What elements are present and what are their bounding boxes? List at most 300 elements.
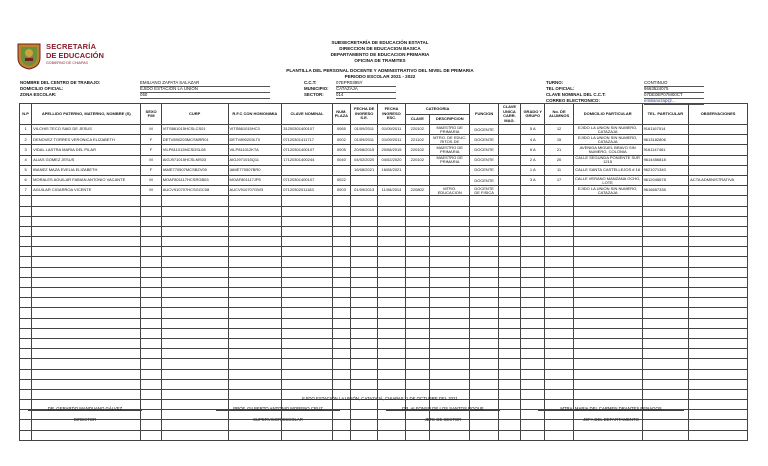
table-cell-se (351, 288, 378, 298)
table-cell-gg (521, 186, 545, 196)
table-cell-cm (498, 379, 520, 389)
col-fecha-esc: FECHA INGRESO ESC. (378, 104, 405, 125)
table-cell-sex (141, 196, 161, 206)
table-cell-cd (429, 328, 470, 338)
table-cell-name (32, 318, 141, 328)
col-categoria-clave: CLAVE (405, 115, 429, 125)
col-num: N.P (20, 104, 32, 125)
table-cell-fn: DOCENTE (470, 145, 498, 155)
table-cell-clave (282, 165, 333, 175)
table-cell-sex: M (141, 125, 161, 135)
table-cell-esc (378, 196, 405, 206)
table-cell-n (20, 298, 32, 308)
table-cell-obs (689, 196, 748, 206)
table-cell-clave (282, 318, 333, 328)
table-cell-se (351, 216, 378, 226)
table-cell-dom (573, 389, 642, 399)
table-cell-cm (498, 277, 520, 287)
table-cell-esc (378, 359, 405, 369)
table-cell-n: 4 (20, 155, 32, 165)
table-cell-curp (161, 277, 228, 287)
table-cell-plaza: 0003 (332, 186, 350, 196)
table-cell-rfc (228, 338, 282, 348)
table-cell-tel (642, 369, 689, 379)
table-cell-se: 20/08/2015 (351, 145, 378, 155)
signature-director-role: DIRECTOR (73, 417, 97, 422)
table-cell-n (20, 237, 32, 247)
table-cell-gg (521, 349, 545, 359)
table-cell-cd (429, 277, 470, 287)
table-cell-dom (573, 277, 642, 287)
table-cell-fn (470, 379, 498, 389)
table-cell-plaza (332, 257, 350, 267)
table-cell-n: 1 (20, 125, 32, 135)
table-cell-al: 11 (545, 165, 573, 175)
table-cell-name (32, 226, 141, 236)
table-cell-name: VIDAL LASTRA MARIA DEL PILAR (32, 145, 141, 155)
table-cell-obs (689, 247, 748, 257)
table-cell-plaza: 0005 (332, 145, 350, 155)
table-cell-cm (498, 206, 520, 216)
col-sex: SEXO F/M (141, 104, 161, 125)
table-cell-curp: DETV890203MCSNRR01 (161, 135, 228, 145)
table-cell-sex (141, 349, 161, 359)
logo-line-2: DE EDUCACIÓN (46, 51, 104, 60)
col-categoria: CATEGORIA (405, 104, 470, 115)
table-cell-gg (521, 338, 545, 348)
table-cell-plaza: 0002 (332, 135, 350, 145)
table-cell-cd (429, 226, 470, 236)
table-cell-n (20, 288, 32, 298)
table-cell-cc (405, 349, 429, 359)
table-cell-tel (642, 389, 689, 399)
table-row (20, 308, 748, 318)
table-cell-fn (470, 318, 498, 328)
table-cell-cd (429, 318, 470, 328)
table-cell-clave: 17120301400244 (282, 155, 333, 165)
table-cell-curp (161, 206, 228, 216)
table-cell-fn (470, 206, 498, 216)
table-cell-cd (429, 359, 470, 369)
table-cell-tel (642, 216, 689, 226)
table-cell-sex (141, 410, 161, 420)
table-cell-al: 21 (545, 145, 573, 155)
table-cell-al (545, 216, 573, 226)
table-cell-rfc (228, 328, 282, 338)
table-cell-al (545, 226, 573, 236)
table-cell-n (20, 430, 32, 440)
table-cell-cc (405, 298, 429, 308)
table-cell-obs (689, 145, 748, 155)
table-cell-name (32, 196, 141, 206)
table-cell-name (32, 328, 141, 338)
table-cell-esc (378, 338, 405, 348)
table-cell-tel (642, 288, 689, 298)
table-cell-tel (642, 247, 689, 257)
col-carrera-mag: CLAVE UNICA CARR. MAG. (498, 104, 520, 125)
table-cell-curp: IAME770507MCSBZV00 (161, 165, 228, 175)
table-cell-al (545, 186, 573, 196)
table-cell-se: 01/09/2013 (351, 186, 378, 196)
table-cell-dom: CALLE VERANO MANZANA OCHO, LOTE (574, 175, 641, 185)
table-cell-tel: 9614456818 (642, 155, 689, 165)
zone-value: 050 (140, 92, 270, 99)
table-cell-se (351, 226, 378, 236)
table-cell-cd (429, 308, 470, 318)
table-cell-tel (642, 338, 689, 348)
table-cell-dom (573, 298, 642, 308)
table-cell-cc (405, 257, 429, 267)
table-cell-sex (141, 430, 161, 440)
table-cell-dom (573, 349, 642, 359)
table-cell-al (545, 288, 573, 298)
table-cell-gg: 5 A (521, 125, 545, 135)
table-cell-rfc (228, 257, 282, 267)
logo-line-3: GOBIERNO DE CHIAPAS (46, 61, 88, 65)
table-cell-obs (689, 165, 748, 175)
col-fecha-se: FECHA DE INGRESO S.E. (351, 104, 378, 125)
table-cell-esc (378, 379, 405, 389)
table-cell-se (351, 247, 378, 257)
table-cell-al (545, 328, 573, 338)
table-cell-curp (161, 216, 228, 226)
table-cell-fn (470, 328, 498, 338)
table-cell-al (545, 247, 573, 257)
table-cell-tel (642, 298, 689, 308)
table-cell-cm (498, 369, 520, 379)
table-cell-cm (498, 400, 520, 410)
table-cell-name (32, 369, 141, 379)
table-cell-name (32, 206, 141, 216)
table-cell-gg (521, 196, 545, 206)
table-cell-cd (429, 379, 470, 389)
table-cell-name (32, 277, 141, 287)
table-cell-dom (573, 237, 642, 247)
table-cell-gg (521, 298, 545, 308)
table-cell-cd (429, 288, 470, 298)
zone-label: ZONA ESCOLAR: (20, 92, 57, 97)
table-cell-fn: DOCENTE (470, 135, 498, 145)
table-cell-name (32, 257, 141, 267)
table-cell-se (351, 175, 378, 185)
table-cell-dom (573, 267, 642, 277)
col-alumnos: No. DE ALUMNOS (545, 104, 573, 125)
table-cell-esc (378, 257, 405, 267)
table-cell-fn (470, 298, 498, 308)
table-row (20, 338, 748, 348)
table-cell-se: 04/02/2020 (351, 155, 378, 165)
table-cell-rfc (228, 359, 282, 369)
table-cell-al: 20 (545, 155, 573, 165)
table-cell-tel (642, 226, 689, 236)
table-cell-cm (498, 196, 520, 206)
table-cell-clave (282, 277, 333, 287)
table-cell-plaza (332, 267, 350, 277)
table-cell-cc: 220102 (405, 125, 429, 135)
table-cell-se (351, 400, 378, 410)
table-cell-dom: EJIDO LA UNION SIN NUMERO, CATAZAJA (573, 186, 642, 196)
table-cell-cd: MTRO. DE EDUC. RITOS DE (429, 135, 470, 145)
table-cell-clave (282, 237, 333, 247)
table-cell-cm (498, 430, 520, 440)
table-cell-tel (642, 267, 689, 277)
table-cell-n: 7 (20, 186, 32, 196)
table-cell-fn: DOCENTE (470, 125, 498, 135)
table-cell-gg (521, 206, 545, 216)
table-cell-gg: 2 A (521, 155, 545, 165)
table-cell-name: IBANEZ MAZA EVELIA ELIZABETH (32, 165, 141, 175)
table-cell-tel (642, 257, 689, 267)
table-row (20, 267, 748, 277)
table-cell-plaza (332, 430, 350, 440)
table-cell-cc (405, 267, 429, 277)
table-cell-cc (405, 277, 429, 287)
table-cell-curp (161, 237, 228, 247)
signature-jefe-sector-name: DR. ALFONSO DE LOS SANTOS ROQUE (402, 406, 484, 411)
table-cell-esc (378, 267, 405, 277)
table-cell-esc: 01/09/2011 (378, 135, 405, 145)
table-cell-cm (498, 420, 520, 430)
table-cell-obs (689, 359, 748, 369)
table-cell-fn (470, 247, 498, 257)
table-cell-se: 01/09/2011 (351, 135, 378, 145)
table-cell-sex (141, 369, 161, 379)
table-cell-se (351, 206, 378, 216)
document-title: PLANTILLA DEL PERSONAL DOCENTE Y ADMINISTRATIVO DEL NIVEL DE PRIMARIA (286, 68, 474, 73)
table-cell-cm (498, 135, 520, 145)
table-cell-sex (141, 288, 161, 298)
table-cell-tel (642, 328, 689, 338)
table-cell-plaza (332, 237, 350, 247)
table-cell-al (545, 430, 573, 440)
table-row (20, 288, 748, 298)
table-cell-gg: 1 A (521, 165, 545, 175)
table-cell-se (351, 420, 378, 430)
table-cell-plaza (332, 318, 350, 328)
table-cell-obs (689, 206, 748, 216)
table-cell-al (545, 318, 573, 328)
table-cell-dom (573, 206, 642, 216)
table-cell-esc (378, 206, 405, 216)
table-cell-cd (429, 196, 470, 206)
table-cell-cc (405, 226, 429, 236)
table-cell-obs (689, 410, 748, 420)
table-cell-se (351, 237, 378, 247)
col-categoria-descripcion: DESCRIPCION (429, 115, 470, 125)
table-cell-cm (498, 328, 520, 338)
table-cell-tel (642, 277, 689, 287)
table-cell-fn (470, 237, 498, 247)
table-cell-name (32, 216, 141, 226)
table-cell-clave (282, 298, 333, 308)
table-cell-n (20, 196, 32, 206)
table-cell-se (351, 338, 378, 348)
table-cell-fn (470, 196, 498, 206)
table-cell-sex (141, 277, 161, 287)
table-cell-al: 15 (545, 135, 573, 145)
table-cell-n: 6 (20, 175, 32, 185)
table-cell-dom (573, 288, 642, 298)
table-cell-esc: 20/08/2015 (378, 145, 405, 155)
table-cell-fn (470, 349, 498, 359)
table-cell-gg (521, 379, 545, 389)
table-cell-cc (405, 308, 429, 318)
table-cell-rfc: AIGJ971015Q11 (228, 155, 282, 165)
table-row (20, 175, 748, 185)
table-cell-rfc (228, 206, 282, 216)
table-cell-n (20, 267, 32, 277)
table-cell-sex: F (141, 165, 161, 175)
table-cell-gg (521, 328, 545, 338)
table-cell-rfc (228, 308, 282, 318)
table-cell-sex (141, 379, 161, 389)
table-cell-plaza: 0022 (332, 175, 350, 185)
table-cell-esc: 01/09/2011 (378, 125, 405, 135)
signature-jefa-departamento-role: JEFA DEL DEPARTAMENTO (583, 417, 639, 422)
table-cell-clave (282, 267, 333, 277)
table-cell-name (32, 338, 141, 348)
table-cell-n (20, 308, 32, 318)
table-cell-se (351, 379, 378, 389)
table-cell-tel: 9621071340 (642, 165, 689, 175)
table-cell-clave (282, 288, 333, 298)
municipio-label: MUNICIPIO: (304, 86, 329, 91)
table-cell-gg (521, 237, 545, 247)
table-cell-dom (573, 308, 642, 318)
header-line-4: OFICINA DE TRAMITES (354, 58, 406, 63)
logo-line-1: SECRETARÍA (46, 42, 97, 51)
table-cell-sex (141, 247, 161, 257)
table-cell-curp: AIGJ971015HCSLMS03 (161, 155, 228, 165)
table-cell-cm (498, 349, 520, 359)
table-cell-gg: 3 A (521, 175, 545, 185)
table-cell-name (32, 430, 141, 440)
table-cell-sex (141, 328, 161, 338)
table-cell-rfc (228, 237, 282, 247)
secretaria-logo (16, 40, 126, 70)
table-cell-cd (429, 247, 470, 257)
header-line-3: DEPARTAMENTO DE EDUCACION PRIMARIA (330, 52, 430, 57)
table-cell-gg (521, 359, 545, 369)
place-date: EJIDO ESTACIÓN LA UNIÓN, CATAZAJÁ, CHIAPAS; 1 DE OCTUBRE DEL 2021 (302, 396, 458, 401)
table-cell-al (545, 338, 573, 348)
table-cell-obs (689, 237, 748, 247)
col-domicilio: DOMICILIO PARTICULAR (573, 104, 642, 125)
table-cell-se (351, 267, 378, 277)
table-cell-esc (378, 226, 405, 236)
table-row (20, 379, 748, 389)
table-cell-fn (470, 288, 498, 298)
table-cell-tel (642, 430, 689, 440)
table-cell-se (351, 328, 378, 338)
table-cell-al (545, 359, 573, 369)
table-cell-clave (282, 247, 333, 257)
table-cell-name: AGUILAR CIGARROA VICENTE (32, 186, 141, 196)
table-cell-n: 3 (20, 145, 32, 155)
sector-value: 014 (336, 92, 396, 99)
table-cell-cm (498, 288, 520, 298)
table-cell-cc (405, 338, 429, 348)
table-cell-plaza (332, 298, 350, 308)
table-cell-plaza (332, 359, 350, 369)
municipio-value: CATAZAJA (336, 86, 396, 93)
table-cell-name: DENOVEZ TORRES VERONICA ELIZABETH (32, 135, 141, 145)
table-cell-cc (405, 165, 429, 175)
table-cell-dom (573, 369, 642, 379)
table-cell-curp (161, 328, 228, 338)
table-cell-tel: 9161147461 (642, 145, 689, 155)
table-cell-curp (161, 257, 228, 267)
table-cell-n (20, 247, 32, 257)
table-cell-curp: VITS861015HCSLCS01 (161, 125, 228, 135)
table-cell-al (545, 237, 573, 247)
signature-jefa-departamento-name: MTRA. MARIA DEL CARMEN DRANTES PENAGOS (560, 406, 662, 411)
table-cell-cd (429, 216, 470, 226)
table-cell-curp (161, 318, 228, 328)
table-cell-obs (689, 135, 748, 145)
table-cell-curp (161, 430, 228, 440)
table-row (20, 277, 748, 287)
table-cell-n (20, 369, 32, 379)
sector-label: SECTOR: (304, 92, 324, 97)
table-cell-name: ALIAS GOMEZ JESUS (32, 155, 141, 165)
table-cell-plaza (332, 369, 350, 379)
table-cell-plaza (332, 216, 350, 226)
table-cell-fn: DOCENTE (470, 165, 498, 175)
table-cell-dom (573, 196, 642, 206)
table-cell-fn (470, 359, 498, 369)
table-cell-plaza (332, 338, 350, 348)
table-cell-cm (498, 318, 520, 328)
table-cell-sex (141, 298, 161, 308)
table-cell-plaza (332, 328, 350, 338)
table-cell-cm (498, 338, 520, 348)
address-label: DOMICILIO OFICIAL: (20, 86, 64, 91)
table-cell-esc (378, 216, 405, 226)
table-cell-cm (498, 155, 520, 165)
table-cell-se: 16/08/2021 (351, 165, 378, 175)
table-cell-dom: AVENIDA MIGUEL BRAVO SIN NUMERO, COLONIA (573, 145, 642, 155)
table-cell-obs (689, 226, 748, 236)
signature-director-name: DR. GERARDO MANDUANO GÁLVEZ (47, 406, 123, 411)
table-cell-sex (141, 267, 161, 277)
table-cell-dom: EJIDO LA UNION SIN NUMERO, CATAZAJA (573, 135, 642, 145)
table-cell-cc (405, 247, 429, 257)
table-cell-esc (378, 318, 405, 328)
table-cell-n: 2 (20, 135, 32, 145)
table-cell-gg (521, 257, 545, 267)
table-cell-al (545, 298, 573, 308)
table-cell-cd: MTRO. EDUCACION (429, 186, 470, 196)
table-cell-fn (470, 226, 498, 236)
table-cell-cc: 220102 (405, 145, 429, 155)
table-cell-tel (642, 359, 689, 369)
table-cell-fn (470, 216, 498, 226)
table-cell-clave: 07120301400107 (282, 145, 333, 155)
table-cell-al (545, 206, 573, 216)
table-row (20, 298, 748, 308)
school-name-value: EMILIANO ZAPATA SALAZAR (140, 80, 270, 87)
table-cell-dom (573, 318, 642, 328)
table-cell-esc: 11/08/2014 (378, 186, 405, 196)
table-cell-gg: 6 A (521, 145, 545, 155)
table-row (20, 125, 748, 135)
table-cell-cd (429, 369, 470, 379)
table-cell-rfc (228, 216, 282, 226)
table-cell-tel: 9161167514 (642, 125, 689, 135)
table-cell-plaza: 0065 (332, 125, 350, 135)
table-cell-cd (429, 206, 470, 216)
